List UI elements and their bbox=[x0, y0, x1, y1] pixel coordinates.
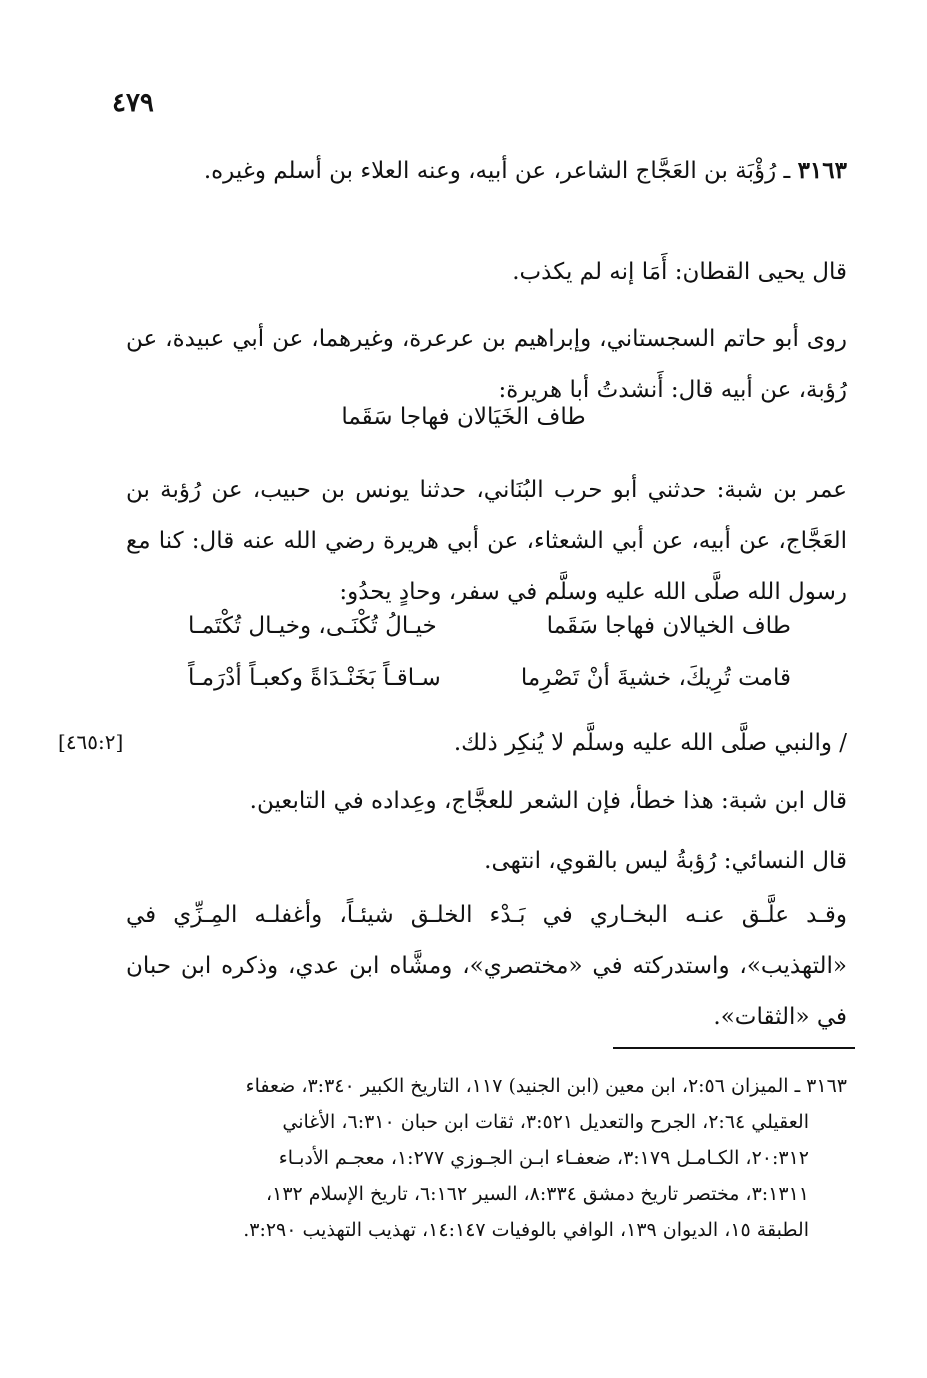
footnote-line: ٢٠:٣١٢، الكـامـل ٣:١٧٩، ضعفـاء ابـن الجـوزي ١:٢٧٧، معجـم الأدبـاء bbox=[278, 1147, 809, 1169]
entry-heading bbox=[126, 145, 847, 197]
entry-heading-text: ـ رُؤْبَة بن العَجَّاج الشاعر، عن أبيه، وعنه العلاء بن أسلم وغيره. bbox=[203, 158, 791, 184]
verse-hemistich-right: قامت تُرِيكَ، خشيةَ أنْ تَصْرِما bbox=[520, 665, 791, 691]
verse-hemistich-left: سـاقـاً بَخَنْـدَاةً وكعبـاً أدْرَمـاً bbox=[188, 665, 441, 691]
footnote-line: ٣١٦٣ ـ الميزان ٢:٥٦، ابن معين (ابن الجنيد) ١١٧، التاريخ الكبير ٣:٣٤٠، ضعفاء bbox=[245, 1075, 847, 1097]
footnote-line: ٣:١٣١١، مختصر تاريخ دمشق ٨:٣٣٤، السير ٦:١٦٢، تاريخ الإسلام ١٣٢، bbox=[266, 1183, 809, 1205]
verse-hemistich-left: خيـالُ تُكْنَـى، وخيـال تُكْتَمـا bbox=[188, 613, 437, 639]
footnote-line: الطبقة ١٥، الديوان ١٣٩، الوافي بالوفيات ١٤:١٤٧، تهذيب التهذيب ٣:٢٩٠. bbox=[243, 1219, 809, 1241]
paragraph-prophet: / والنبي صلَّى الله عليه وسلَّم لا يُنكِر ذلك. bbox=[453, 730, 847, 756]
verse-row-3 bbox=[188, 665, 791, 711]
paragraph-umar-ibn-shabba: عمر بن شبة: حدثني أبو حرب البُنَاني، حدثنا يونس بن حبيب، عن رُؤبة بن العَجَّاج، عن أبيه، عن أبي الشعثاء، عن أبي هريرة رضي الله عنه قال: كنا مع رسول الله صلَّى الله عليه وسلَّم في سفر، وحادٍ يحدُو: bbox=[126, 477, 847, 605]
paragraph-nasai: قال النسائي: رُؤبةُ ليس بالقوي، انتهى. bbox=[484, 848, 847, 874]
volume-page-reference: [٤٦٥:٢] bbox=[58, 730, 124, 754]
verse-row-2 bbox=[188, 613, 791, 659]
paragraph-bukhari: وقـد علَّـق عنـه البخـاري في بَـدْء الخلـق شيئـاً، وأغفلـه المِـزِّي في «التهذيب»، واستدركته في «مختصري»، ومشَّاه ابن عدي، وذكره ابن حبان في «الثقات». bbox=[126, 902, 847, 1030]
paragraph-ibn-shabba: قال ابن شبة: هذا خطأ، فإن الشعر للعجَّاج، وعِداده في التابعين. bbox=[249, 788, 847, 814]
footnote-line: العقيلي ٢:٦٤، الجرح والتعديل ٣:٥٢١، ثقات ابن حبان ٦:٣١٠، الأغاني bbox=[282, 1111, 809, 1133]
footnote bbox=[128, 1068, 847, 1248]
verse-line-1: طاف الخَيَالان فهاجا سَقَما bbox=[341, 404, 586, 430]
paragraph-abu-hatim: روى أبو حاتم السجستاني، وإبراهيم بن عرعرة، وغيرهما، عن أبي عبيدة، عن رُؤبة، عن أبيه قال: أَنشدتُ أبا هريرة: bbox=[126, 326, 847, 403]
verse-hemistich-right: طاف الخيالان فهاجا سَقَما bbox=[546, 613, 791, 639]
page-number: ٤٧٩ bbox=[112, 88, 154, 118]
footnote-separator bbox=[613, 1047, 855, 1049]
paragraph-qattan: قال يحيى القطان: أَمَا إنه لم يكذب. bbox=[512, 259, 847, 285]
entry-number: ٣١٦٣ bbox=[797, 157, 847, 184]
